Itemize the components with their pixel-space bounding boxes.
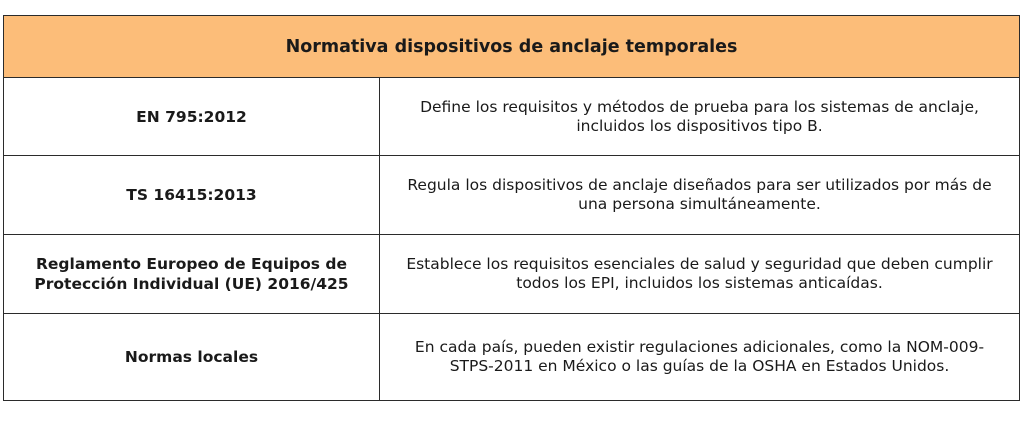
table-row — [4, 78, 1019, 156]
description-cell: En cada país, pueden existir regulaciones adicionales, como la NOM-009-STPS-2011 en México o las guías de la OSHA en Estados Unidos. — [414, 338, 985, 375]
table-title: Normativa dispositivos de anclaje temporales — [4, 16, 1019, 78]
description-cell: Establece los requisitos esenciales de salud y seguridad que deben cumplir todos los EPI, incluidos los sistemas anticaídas. — [406, 255, 993, 292]
description-cell: Regula los dispositivos de anclaje diseñados para ser utilizados por más de una persona simultáneamente. — [407, 176, 992, 213]
standard-cell: EN 795:2012 — [4, 78, 380, 155]
table-row — [4, 235, 1019, 314]
table-row — [4, 156, 1019, 235]
table-row — [4, 314, 1019, 400]
standard-cell: TS 16415:2013 — [4, 156, 380, 234]
description-cell: Define los requisitos y métodos de prueba para los sistemas de anclaje, incluidos los dispositivos tipo B. — [420, 97, 979, 135]
standard-cell: Reglamento Europeo de Equipos de Protección Individual (UE) 2016/425 — [4, 235, 380, 313]
standard-cell: Normas locales — [4, 314, 380, 400]
regulations-table — [3, 15, 1020, 401]
